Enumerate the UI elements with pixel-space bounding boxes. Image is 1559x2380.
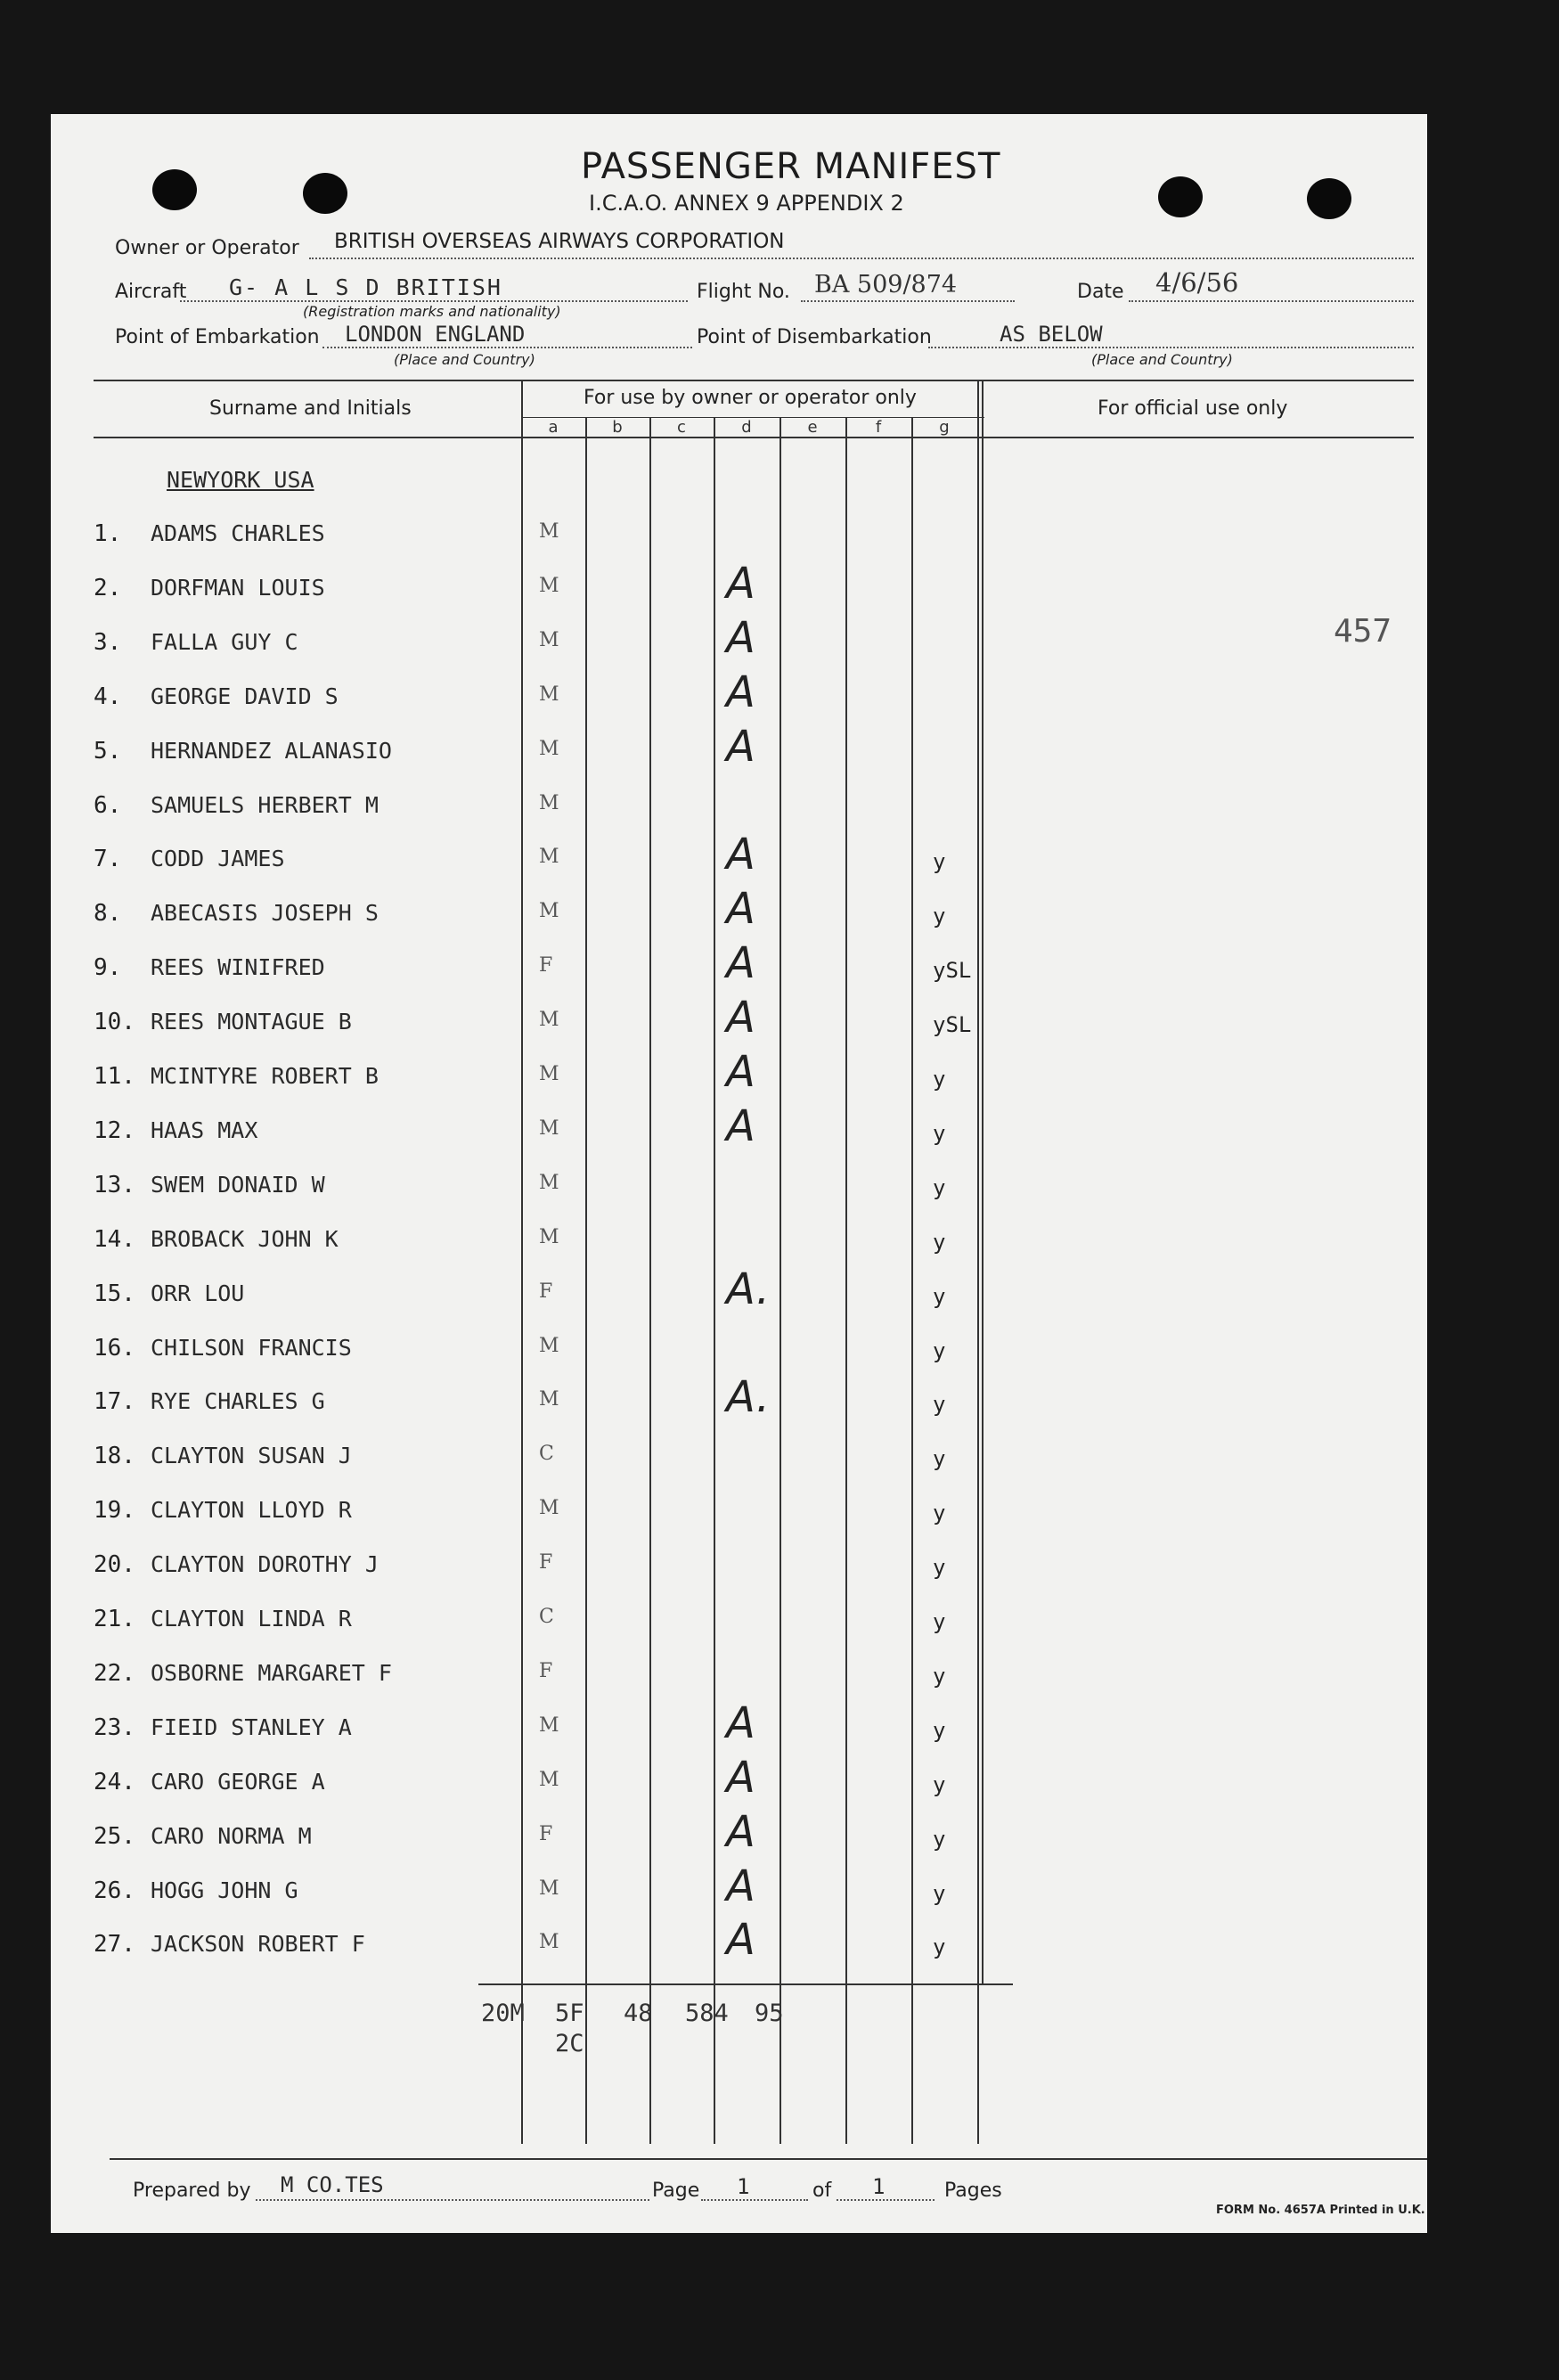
passenger-name: BROBACK JOHN K bbox=[151, 1225, 339, 1252]
passenger-sex: M bbox=[539, 1713, 559, 1737]
passenger-name: FIEID STANLEY A bbox=[151, 1713, 352, 1740]
passenger-sex: M bbox=[539, 683, 559, 706]
passenger-name: HOGG JOHN G bbox=[151, 1877, 298, 1903]
column-g-value: y bbox=[933, 1880, 946, 1906]
row-number: 7. bbox=[94, 846, 122, 873]
passenger-sex: F bbox=[539, 1659, 553, 1682]
inspection-mark: A bbox=[726, 721, 755, 772]
row-number: 26. bbox=[94, 1877, 135, 1904]
inspection-mark: A bbox=[726, 993, 755, 1043]
passenger-sex: M bbox=[539, 737, 559, 760]
passenger-sex: C bbox=[539, 1606, 554, 1628]
row-number: 10. bbox=[94, 1009, 135, 1036]
row-number: 6. bbox=[94, 791, 122, 819]
flight-label: Flight No. bbox=[697, 281, 790, 303]
inspection-mark: A bbox=[726, 667, 755, 717]
passenger-name: MCINTYRE ROBERT B bbox=[151, 1063, 379, 1089]
column-g-value: y bbox=[933, 1174, 946, 1200]
manifest-sheet bbox=[51, 114, 1427, 2233]
subcolumn-header: b bbox=[612, 418, 623, 437]
row-number: 17. bbox=[94, 1388, 135, 1416]
passenger-sex: M bbox=[539, 1225, 559, 1248]
passenger-sex: M bbox=[539, 1063, 559, 1085]
subcolumn-header: e bbox=[807, 418, 818, 437]
passenger-sex: M bbox=[539, 628, 559, 651]
passenger-name: JACKSON ROBERT F bbox=[151, 1931, 365, 1958]
inspection-mark: A bbox=[726, 938, 755, 989]
destination-heading: NEWYORK USA bbox=[167, 467, 314, 493]
owner-value: BRITISH OVERSEAS AIRWAYS CORPORATION bbox=[334, 230, 785, 253]
form-number: FORM No. 4657A Printed in U.K. bbox=[1216, 2204, 1425, 2217]
flight-value: BA 509/874 bbox=[814, 271, 958, 299]
passenger-sex: F bbox=[539, 1280, 553, 1303]
passenger-name: CARO NORMA M bbox=[151, 1822, 312, 1849]
inspection-mark: A bbox=[726, 1861, 755, 1911]
passenger-name: DORFMAN LOUIS bbox=[151, 574, 325, 601]
subcolumn-header: g bbox=[939, 418, 950, 437]
column-g-value: y bbox=[933, 849, 946, 875]
disembarkation-note: (Place and Country) bbox=[1091, 351, 1233, 368]
column-divider bbox=[649, 417, 651, 2144]
passenger-name: FALLA GUY C bbox=[151, 628, 298, 655]
passenger-sex: C bbox=[539, 1443, 554, 1466]
row-number: 8. bbox=[94, 900, 122, 928]
total-a: 20M bbox=[481, 2000, 525, 2027]
passenger-name: CLAYTON SUSAN J bbox=[151, 1443, 352, 1469]
column-divider bbox=[977, 380, 979, 2144]
column-g-value: y bbox=[933, 1771, 946, 1797]
page-title: PASSENGER MANIFEST bbox=[581, 146, 1001, 187]
passenger-name: RYE CHARLES G bbox=[151, 1388, 325, 1415]
column-divider bbox=[521, 380, 523, 2144]
row-number: 24. bbox=[94, 1768, 135, 1795]
passenger-sex: M bbox=[539, 520, 559, 543]
aircraft-value: G- A L S D BRITISH bbox=[229, 274, 502, 300]
subcolumn-header: d bbox=[741, 418, 752, 437]
official-side-number: 457 bbox=[1334, 613, 1392, 650]
column-g-value: y bbox=[933, 1120, 946, 1146]
inspection-mark: A bbox=[726, 1697, 755, 1748]
column-g-value: ySL bbox=[933, 1012, 972, 1038]
column-g-value: ySL bbox=[933, 958, 972, 984]
row-number: 20. bbox=[94, 1551, 135, 1579]
row-number: 14. bbox=[94, 1225, 135, 1253]
page-label: Page bbox=[652, 2180, 700, 2202]
column-divider bbox=[845, 417, 847, 2144]
inspection-mark: A bbox=[726, 1915, 755, 1966]
row-number: 15. bbox=[94, 1280, 135, 1307]
row-number: 16. bbox=[94, 1334, 135, 1362]
column-g-value: y bbox=[933, 1283, 946, 1309]
passenger-name: CARO GEORGE A bbox=[151, 1768, 325, 1795]
total-d: 584 bbox=[685, 2000, 729, 2027]
of-label: of bbox=[812, 2180, 832, 2202]
passenger-name: CLAYTON LINDA R bbox=[151, 1606, 352, 1632]
column-g-value: y bbox=[933, 1555, 946, 1581]
column-g-value: y bbox=[933, 1337, 946, 1363]
passenger-name: ABECASIS JOSEPH S bbox=[151, 900, 379, 927]
row-number: 18. bbox=[94, 1443, 135, 1470]
passenger-name: SAMUELS HERBERT M bbox=[151, 791, 379, 818]
punch-hole-icon bbox=[303, 173, 347, 214]
passenger-name: CODD JAMES bbox=[151, 846, 285, 872]
row-number: 25. bbox=[94, 1822, 135, 1850]
passenger-sex: M bbox=[539, 1388, 559, 1411]
passenger-name: CHILSON FRANCIS bbox=[151, 1334, 352, 1361]
row-number: 22. bbox=[94, 1659, 135, 1687]
total-pages: 1 bbox=[872, 2174, 886, 2199]
passenger-sex: M bbox=[539, 1334, 559, 1357]
passenger-sex: M bbox=[539, 1877, 559, 1900]
row-number: 19. bbox=[94, 1497, 135, 1525]
inspection-mark: A bbox=[726, 1100, 755, 1151]
column-g-value: y bbox=[933, 1717, 946, 1743]
row-number: 21. bbox=[94, 1606, 135, 1632]
punch-hole-icon bbox=[1158, 176, 1203, 217]
aircraft-note: (Registration marks and nationality) bbox=[303, 303, 561, 320]
inspection-mark: A bbox=[726, 558, 755, 609]
row-number: 1. bbox=[94, 520, 122, 547]
row-number: 5. bbox=[94, 737, 122, 765]
passenger-sex: M bbox=[539, 1497, 559, 1520]
passenger-sex: F bbox=[539, 1822, 553, 1845]
row-number: 23. bbox=[94, 1713, 135, 1741]
row-number: 2. bbox=[94, 574, 122, 601]
inspection-mark: A. bbox=[726, 1264, 770, 1314]
passenger-name: HAAS MAX bbox=[151, 1116, 258, 1143]
total-e: 95 bbox=[755, 2000, 784, 2027]
passenger-sex: M bbox=[539, 900, 559, 923]
row-number: 3. bbox=[94, 628, 122, 656]
passenger-sex: M bbox=[539, 1116, 559, 1140]
disembarkation-value: AS BELOW bbox=[1000, 322, 1103, 347]
passenger-name: CLAYTON LLOYD R bbox=[151, 1497, 352, 1524]
column-g-value: y bbox=[933, 904, 946, 929]
column-divider bbox=[585, 417, 587, 2144]
passenger-sex: M bbox=[539, 846, 559, 869]
inspection-mark: A bbox=[726, 884, 755, 935]
passenger-name: HERNANDEZ ALANASIO bbox=[151, 737, 392, 764]
row-number: 27. bbox=[94, 1931, 135, 1959]
passenger-sex: F bbox=[539, 954, 553, 977]
punch-hole-icon bbox=[1307, 178, 1351, 219]
passenger-name: OSBORNE MARGARET F bbox=[151, 1659, 392, 1686]
page-number: 1 bbox=[737, 2174, 750, 2199]
passenger-name: ADAMS CHARLES bbox=[151, 520, 325, 546]
passenger-sex: F bbox=[539, 1551, 553, 1574]
row-number: 11. bbox=[94, 1063, 135, 1090]
passenger-name: ORR LOU bbox=[151, 1280, 245, 1306]
passenger-sex: M bbox=[539, 574, 559, 597]
official-use-header: For official use only bbox=[1098, 397, 1288, 420]
inspection-mark: A bbox=[726, 612, 755, 663]
column-g-value: y bbox=[933, 1392, 946, 1418]
subcolumn-header: f bbox=[875, 418, 882, 437]
column-divider bbox=[911, 417, 913, 2144]
inspection-mark: A bbox=[726, 830, 755, 880]
column-g-value: y bbox=[933, 1609, 946, 1634]
pages-label: Pages bbox=[944, 2180, 1002, 2202]
prepared-by-value: M CO.TES bbox=[281, 2172, 384, 2197]
column-divider bbox=[714, 417, 715, 2144]
column-g-value: y bbox=[933, 1446, 946, 1472]
prepared-by-label: Prepared by bbox=[133, 2180, 251, 2202]
total-b-female: 5F bbox=[555, 2000, 584, 2027]
total-b-child: 2C bbox=[555, 2030, 584, 2057]
passenger-name: SWEM DONAID W bbox=[151, 1171, 325, 1198]
passenger-sex: M bbox=[539, 1171, 559, 1194]
total-c: 48 bbox=[624, 2000, 653, 2027]
owner-label: Owner or Operator bbox=[115, 237, 299, 259]
passenger-name: REES MONTAGUE B bbox=[151, 1009, 352, 1035]
column-g-value: y bbox=[933, 1826, 946, 1852]
embarkation-note: (Place and Country) bbox=[394, 351, 535, 368]
inspection-mark: A bbox=[726, 1752, 755, 1803]
passenger-sex: M bbox=[539, 791, 559, 814]
surname-column-header: Surname and Initials bbox=[209, 397, 412, 420]
inspection-mark: A. bbox=[726, 1372, 770, 1423]
punch-hole-icon bbox=[152, 169, 197, 210]
embarkation-value: LONDON ENGLAND bbox=[345, 322, 526, 347]
column-g-value: y bbox=[933, 1934, 946, 1960]
disembarkation-label: Point of Disembarkation bbox=[697, 326, 932, 348]
inspection-mark: A bbox=[726, 1806, 755, 1857]
embarkation-label: Point of Embarkation bbox=[115, 326, 320, 348]
row-number: 9. bbox=[94, 954, 122, 982]
page-subtitle: I.C.A.O. ANNEX 9 APPENDIX 2 bbox=[589, 191, 904, 216]
passenger-name: REES WINIFRED bbox=[151, 954, 325, 981]
column-divider bbox=[780, 417, 781, 2144]
column-g-value: y bbox=[933, 1663, 946, 1689]
row-number: 13. bbox=[94, 1171, 135, 1198]
official-column-divider bbox=[982, 380, 984, 1983]
passenger-sex: M bbox=[539, 1931, 559, 1954]
inspection-mark: A bbox=[726, 1047, 755, 1097]
subcolumn-header: c bbox=[677, 418, 686, 437]
owner-use-header: For use by owner or operator only bbox=[584, 387, 917, 409]
row-number: 12. bbox=[94, 1116, 135, 1144]
column-g-value: y bbox=[933, 1229, 946, 1255]
passenger-name: GEORGE DAVID S bbox=[151, 683, 339, 709]
column-g-value: y bbox=[933, 1501, 946, 1526]
date-label: Date bbox=[1077, 281, 1124, 303]
subcolumn-header: a bbox=[548, 418, 559, 437]
row-number: 4. bbox=[94, 683, 122, 710]
date-value: 4/6/56 bbox=[1155, 267, 1239, 298]
passenger-sex: M bbox=[539, 1768, 559, 1791]
column-g-value: y bbox=[933, 1067, 946, 1092]
passenger-sex: M bbox=[539, 1009, 559, 1032]
aircraft-label: Aircraft bbox=[115, 281, 187, 303]
passenger-name: CLAYTON DOROTHY J bbox=[151, 1551, 379, 1578]
